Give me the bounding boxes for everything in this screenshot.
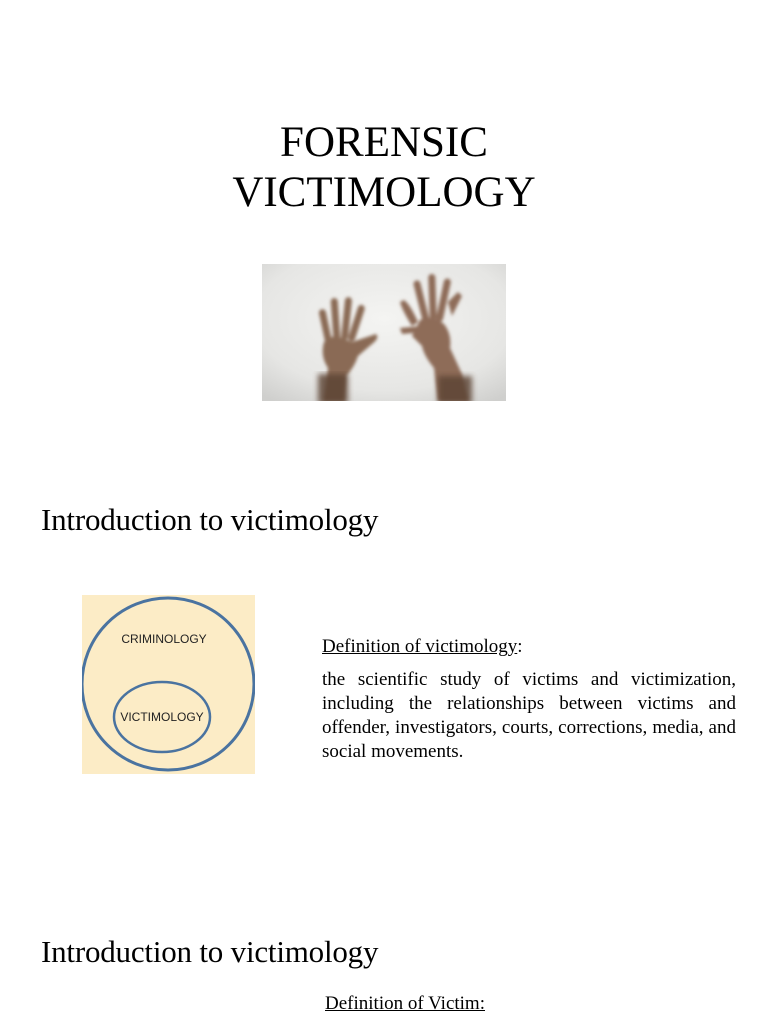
victim-definition-label: Definition of Victim: <box>325 993 485 1014</box>
definition-colon: : <box>517 636 523 657</box>
definition-label-text: Definition of victimology <box>322 636 518 657</box>
victimology-diagram <box>82 595 255 774</box>
criminology-label: CRIMINOLOGY <box>121 632 207 646</box>
definition-label <box>322 636 523 658</box>
title-line-1: FORENSIC <box>280 119 488 166</box>
victimology-label: VICTIMOLOGY <box>120 710 204 724</box>
title-line-2: VICTIMOLOGY <box>232 169 536 216</box>
section-heading-2: Introduction to victimology <box>41 934 379 969</box>
document-title <box>0 118 768 218</box>
hands-behind-glass-image <box>262 264 506 401</box>
section-heading: Introduction to victimology <box>41 502 379 537</box>
definition-text: the scientific study of victims and victimization, including the relationships between victims and offender, investigators, courts, corrections, media, and social movements. <box>322 669 736 762</box>
criminology-circle <box>82 598 254 770</box>
